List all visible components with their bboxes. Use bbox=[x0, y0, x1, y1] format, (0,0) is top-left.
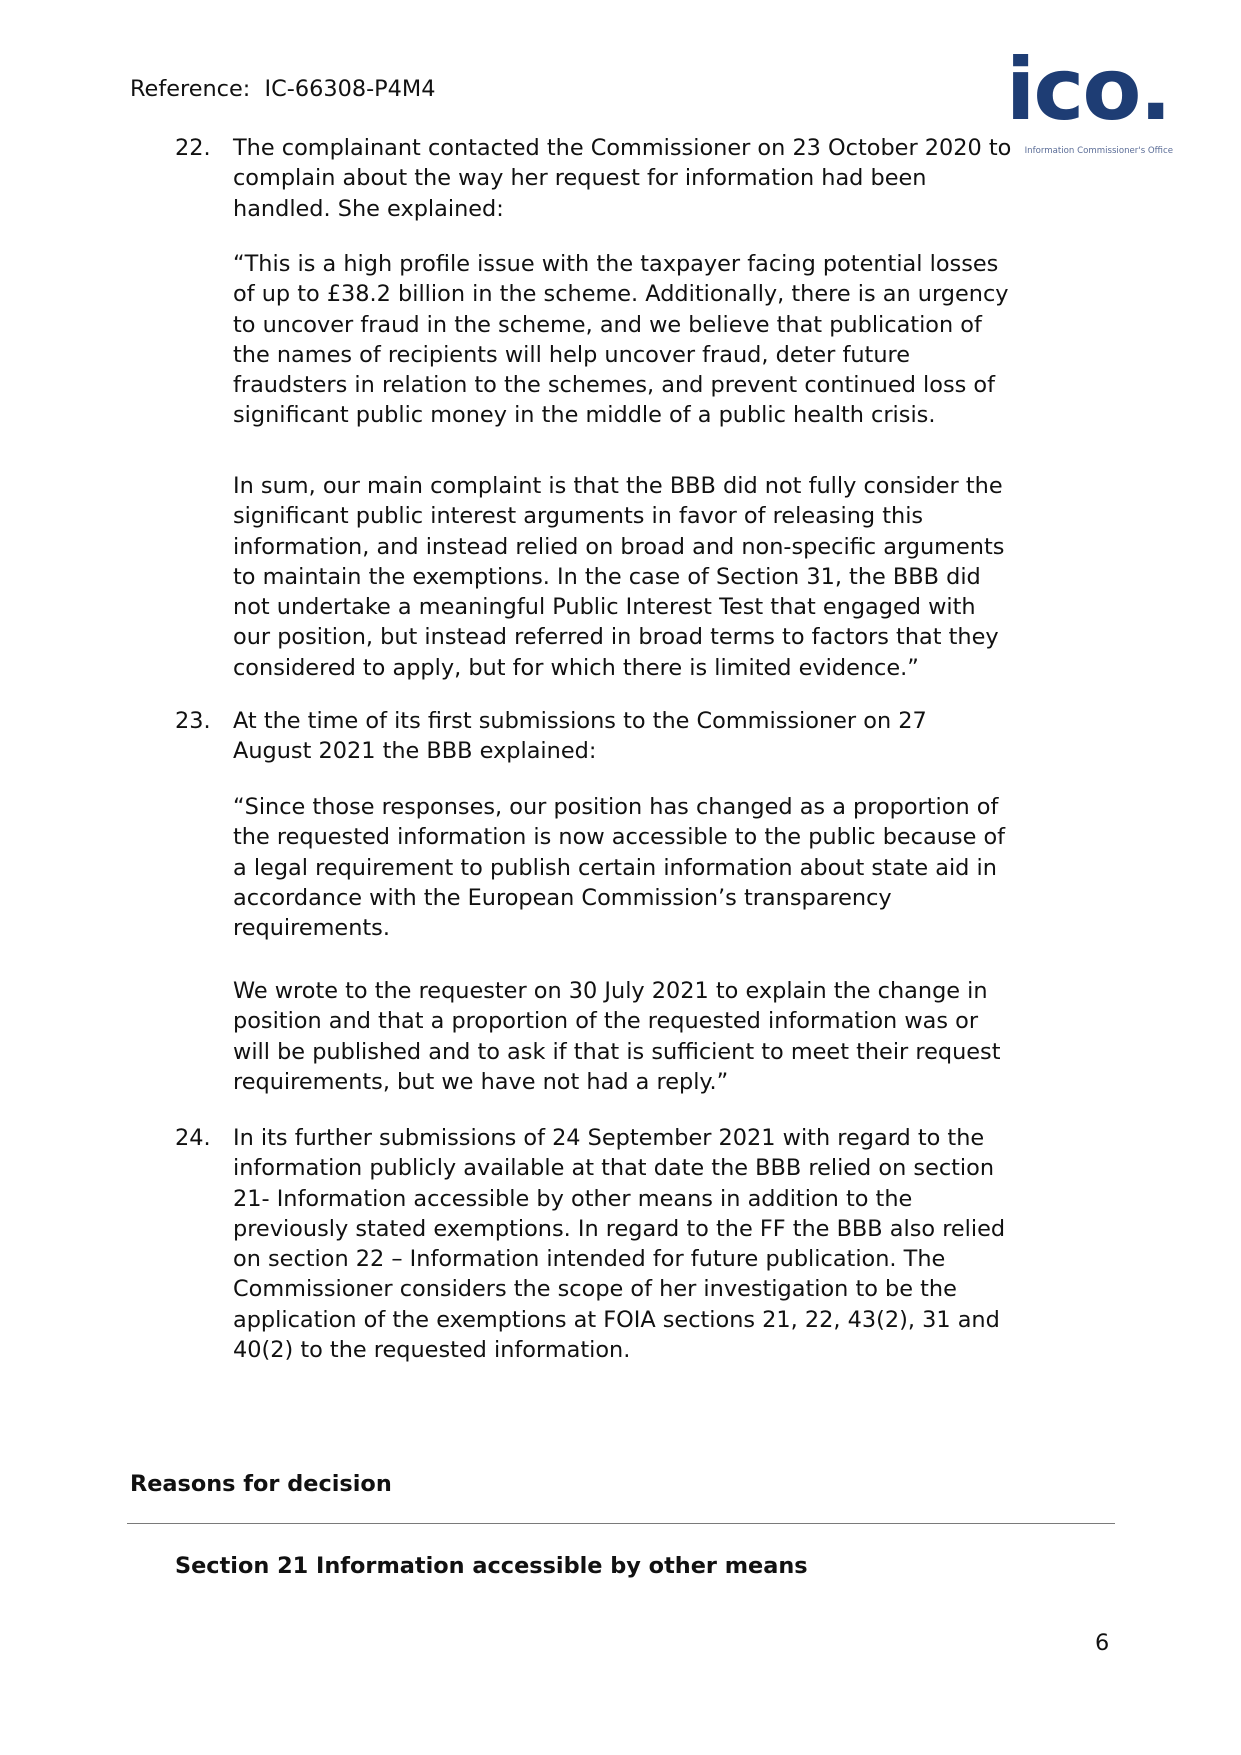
text-line: accordance with the European Commission’s transparency bbox=[233, 884, 892, 911]
paragraph-number: 23. bbox=[175, 708, 211, 734]
paragraph-text bbox=[233, 133, 1113, 224]
text-line: Commissioner considers the scope of her investigation to be the bbox=[233, 1276, 957, 1303]
heading-section-21: Section 21 Information accessible by other means bbox=[175, 1553, 808, 1579]
text-line: In its further submissions of 24 September 2021 with regard to the bbox=[233, 1125, 985, 1151]
paragraph-number: 22. bbox=[175, 135, 211, 161]
text-line: handled. She explained: bbox=[233, 195, 504, 222]
quote-block bbox=[233, 249, 1113, 431]
text-line: information, and instead relied on broad and non-specific arguments bbox=[233, 533, 1005, 560]
text-line: the names of recipients will help uncover fraud, deter future bbox=[233, 341, 911, 368]
horizontal-rule bbox=[127, 1523, 1115, 1524]
text-line: “Since those responses, our position has changed as a proportion of bbox=[233, 794, 999, 820]
text-line: a legal requirement to publish certain information about state aid in bbox=[233, 854, 997, 881]
text-line: fraudsters in relation to the schemes, and prevent continued loss of bbox=[233, 372, 995, 399]
ico-logo-subtitle: Information Commissioner's Office bbox=[1024, 146, 1173, 156]
text-line: considered to apply, but for which there is limited evidence.” bbox=[233, 654, 919, 681]
paragraph-22 bbox=[175, 133, 1115, 224]
text-line: on section 22 – Information intended for future publication. The bbox=[233, 1246, 946, 1273]
text-line: will be published and to ask if that is sufficient to meet their request bbox=[233, 1038, 1001, 1065]
text-line: 40(2) to the requested information. bbox=[233, 1337, 631, 1364]
text-line: 21- Information accessible by other means in addition to the bbox=[233, 1185, 913, 1212]
text-line: application of the exemptions at FOIA sections 21, 22, 43(2), 31 and bbox=[233, 1306, 1000, 1333]
reference-header: Reference: IC-66308-P4M4 bbox=[130, 76, 436, 102]
text-line: We wrote to the requester on 30 July 2021 to explain the change in bbox=[233, 978, 988, 1004]
text-line: significant public interest arguments in favor of releasing this bbox=[233, 503, 924, 530]
paragraph-23 bbox=[175, 706, 1115, 767]
text-line: “This is a high profile issue with the taxpayer facing potential losses bbox=[233, 251, 999, 277]
ico-logo-mark: ico. bbox=[1005, 40, 1171, 140]
text-line: to maintain the exemptions. In the case of Section 31, the BBB did bbox=[233, 563, 981, 590]
paragraph-24 bbox=[175, 1123, 1115, 1365]
text-line: requirements. bbox=[233, 915, 390, 942]
text-line: The complainant contacted the Commissioner on 23 October 2020 to bbox=[233, 135, 1012, 161]
text-line: In sum, our main complaint is that the BBB did not fully consider the bbox=[233, 473, 1003, 499]
quote-block bbox=[233, 792, 1113, 943]
paragraph-text bbox=[233, 706, 1113, 767]
quote-block bbox=[233, 471, 1113, 683]
text-line: position and that a proportion of the requested information was or bbox=[233, 1008, 979, 1035]
page-number: 6 bbox=[1095, 1630, 1110, 1656]
paragraph-number: 24. bbox=[175, 1125, 211, 1151]
text-line: August 2021 the BBB explained: bbox=[233, 738, 597, 765]
text-line: the requested information is now accessible to the public because of bbox=[233, 824, 1006, 851]
text-line: significant public money in the middle of a public health crisis. bbox=[233, 402, 936, 429]
text-line: complain about the way her request for information had been bbox=[233, 165, 927, 192]
text-line: of up to £38.2 billion in the scheme. Additionally, there is an urgency bbox=[233, 281, 1009, 308]
text-line: not undertake a meaningful Public Interest Test that engaged with bbox=[233, 594, 976, 621]
paragraph-text bbox=[233, 1123, 1113, 1365]
text-line: information publicly available at that date the BBB relied on section bbox=[233, 1155, 995, 1182]
text-line: requirements, but we have not had a reply.” bbox=[233, 1068, 729, 1095]
text-line: to uncover fraud in the scheme, and we believe that publication of bbox=[233, 311, 982, 338]
text-line: previously stated exemptions. In regard to the FF the BBB also relied bbox=[233, 1215, 1006, 1242]
heading-reasons-for-decision: Reasons for decision bbox=[130, 1471, 392, 1497]
text-line: our position, but instead referred in broad terms to factors that they bbox=[233, 624, 999, 651]
quote-block bbox=[233, 976, 1113, 1097]
text-line: At the time of its first submissions to the Commissioner on 27 bbox=[233, 708, 927, 734]
